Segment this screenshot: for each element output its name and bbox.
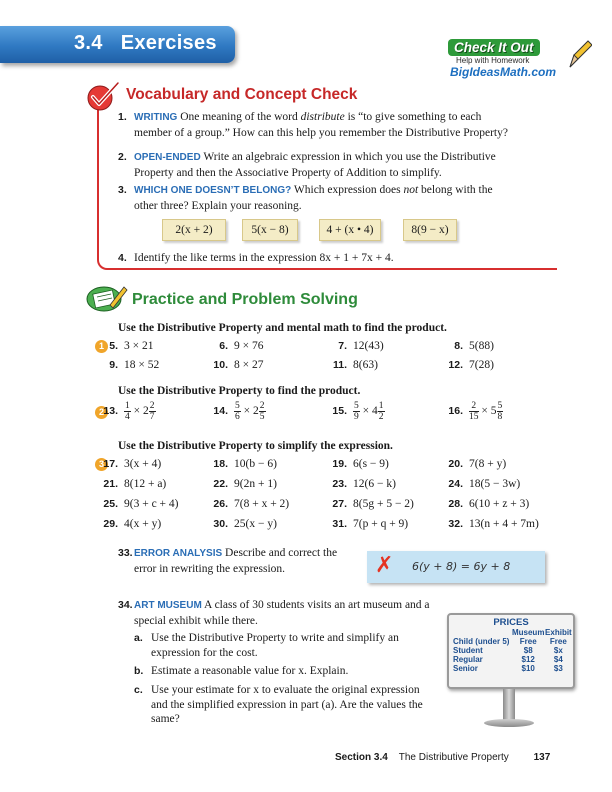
item-number: 33. — [118, 547, 133, 559]
item-text: is “to give something to each member of a group.” How can this help you remember the Distributive Property? — [134, 111, 508, 139]
item-number: 2. — [118, 151, 127, 163]
item-emphasis: not — [403, 184, 419, 196]
item-text: One meaning of the word — [180, 111, 298, 123]
table-row: Child (under 5) Free Free — [453, 637, 567, 646]
problem-24: 24. 18(5 − 3w) — [448, 478, 521, 490]
item-label: OPEN-ENDED — [134, 152, 201, 163]
prices-sign — [447, 613, 575, 689]
problem-27: 27. 8(5g + 5 − 2) — [332, 498, 414, 510]
problem-29: 29. 4(x + y) — [103, 518, 162, 530]
part-text: Use your estimate for x to evaluate the original expression and the simplified expression in part (a). Are the values the same? — [151, 684, 423, 725]
item-number: 3. — [118, 184, 127, 196]
item-text: belong with the other three? Explain your reasoning. — [134, 184, 493, 212]
section-heading — [74, 32, 217, 55]
problem-9: 9. 18 × 52 — [109, 359, 160, 371]
item-text: Write an algebraic expression in which you use the Distributive Property and then the Associative Property of Addition to simplify. — [134, 151, 496, 179]
check-it-out-title: Check It Out — [448, 39, 540, 56]
table-row: Regular $12 $4 — [453, 655, 563, 664]
problem-32: 32. 13(n + 4 + 7m) — [448, 518, 539, 530]
checkmark-icon — [86, 80, 122, 112]
page-number: 137 — [533, 752, 551, 763]
check-it-out-logo[interactable] — [448, 39, 596, 79]
instruction-1: Use the Distributive Property and mental math to find the product. — [118, 322, 447, 334]
difficulty-badge-2: 2 — [95, 406, 108, 419]
column-header: Museum — [511, 628, 545, 637]
part-text: Use the Distributive Property to write and simplify an expression for the cost. — [151, 632, 399, 659]
item-label: WRITING — [134, 112, 178, 123]
difficulty-badge-1: 1 — [95, 340, 108, 353]
problem-25: 25. 9(3 + c + 4) — [103, 498, 179, 510]
vocab-item-4 — [118, 251, 518, 266]
table-row: Senior $10 $3 — [453, 664, 563, 673]
instruction-3: Use the Distributive Property to simplify the expression. — [118, 440, 393, 452]
item-text: Describe and correct the error in rewriting the expression. — [134, 547, 338, 575]
item-label: ART MUSEUM — [134, 600, 202, 611]
check-it-out-site[interactable]: BigIdeasMath.com — [450, 65, 557, 79]
problem-20: 20. 7(8 + y) — [448, 458, 507, 470]
problem-5: 5. 3 × 21 — [109, 340, 154, 352]
expression-card: 2(x + 2) — [162, 219, 226, 241]
item-label: WHICH ONE DOESN’T BELONG? — [134, 185, 292, 196]
problem-34 — [118, 598, 438, 628]
instruction-2: Use the Distributive Property to find the product. — [118, 385, 361, 397]
problem-15: 15. $\frac{5}{9}$ × 4 $\frac{1}{2}$ — [332, 401, 384, 422]
item-number: 1. — [118, 111, 127, 123]
vocab-item-2 — [118, 150, 518, 180]
part-letter: a. — [134, 632, 143, 644]
problem-26: 26. 7(8 + x + 2) — [213, 498, 290, 510]
problem-21: 21. 8(12 + a) — [103, 478, 167, 490]
notebook-pencil-icon — [86, 283, 128, 313]
problem-6: 6. 9 × 76 — [219, 340, 264, 352]
expression-card: 4 + (x • 4) — [319, 219, 381, 241]
column-header: Exhibit — [545, 628, 572, 637]
problem-18: 18. 10(b − 6) — [213, 458, 277, 470]
error-expression: 6(y + 8) = 6y + 8 — [412, 560, 511, 573]
problem-33 — [118, 546, 353, 576]
problem-34c — [118, 683, 438, 727]
item-label: ERROR ANALYSIS — [134, 548, 223, 559]
problem-34b — [118, 664, 438, 679]
item-number: 34. — [118, 599, 133, 611]
footer-section: Section 3.4 — [335, 752, 388, 763]
problem-19: 19. 6(s − 9) — [332, 458, 389, 470]
expression-card: 8(9 − x) — [403, 219, 457, 241]
check-it-out-subtitle: Help with Homework — [456, 56, 530, 65]
problem-30: 30. 25(x − y) — [213, 518, 277, 530]
problem-23: 23. 12(6 − k) — [332, 478, 396, 490]
item-emphasis: distribute — [300, 111, 345, 123]
problem-10: 10. 8 × 27 — [213, 359, 264, 371]
item-text: Identify the like terms in the expression 8x + 1 + 7x + 4. — [134, 252, 394, 264]
problem-11: 11. 8(63) — [332, 359, 378, 371]
problem-17: 17. 3(x + 4) — [103, 458, 162, 470]
problem-14: 14. $\frac{5}{6}$ × 2 $\frac{2}{5}$ — [213, 401, 265, 422]
section-title: Exercises — [120, 32, 217, 54]
vocab-item-1 — [118, 110, 518, 140]
sign-post — [503, 689, 515, 721]
pencil-icon — [566, 39, 592, 69]
error-analysis-card — [367, 551, 545, 583]
part-letter: b. — [134, 665, 144, 677]
section-number: 3.4 — [74, 32, 103, 54]
sign-base — [484, 719, 534, 727]
problem-8: 8. 5(88) — [454, 340, 494, 352]
problem-7: 7. 12(43) — [338, 340, 384, 352]
problem-34a — [118, 631, 438, 660]
problem-31: 31. 7(p + q + 9) — [332, 518, 409, 530]
part-text: Estimate a reasonable value for x. Explain. — [151, 665, 349, 677]
part-letter: c. — [134, 684, 143, 696]
problem-22: 22. 9(2n + 1) — [213, 478, 277, 490]
error-x-icon: ✗ — [375, 553, 394, 578]
item-number: 4. — [118, 252, 127, 264]
item-text: A class of 30 students visits an art museum and a special exhibit while there. — [134, 599, 430, 627]
item-text: Which expression does — [293, 184, 401, 196]
vocab-heading: Vocabulary and Concept Check — [126, 86, 358, 103]
expression-card: 5(x − 8) — [242, 219, 298, 241]
problem-13: 13. $\frac{1}{4}$ × 2 $\frac{2}{7}$ — [103, 401, 155, 422]
table-row: Student $8 $x — [453, 646, 563, 655]
vocab-item-3 — [118, 183, 518, 213]
problem-12: 12. 7(28) — [448, 359, 494, 371]
difficulty-badge-3: 3 — [95, 458, 108, 471]
practice-heading: Practice and Problem Solving — [132, 291, 358, 308]
prices-table — [452, 628, 572, 673]
prices-title: PRICES — [493, 617, 529, 628]
footer-title: The Distributive Property — [398, 752, 509, 763]
problem-28: 28. 6(10 + z + 3) — [448, 498, 530, 510]
problem-16: 16. $\frac{2}{15}$ × 5 $\frac{5}{8}$ — [448, 401, 503, 422]
page-footer — [335, 752, 550, 763]
